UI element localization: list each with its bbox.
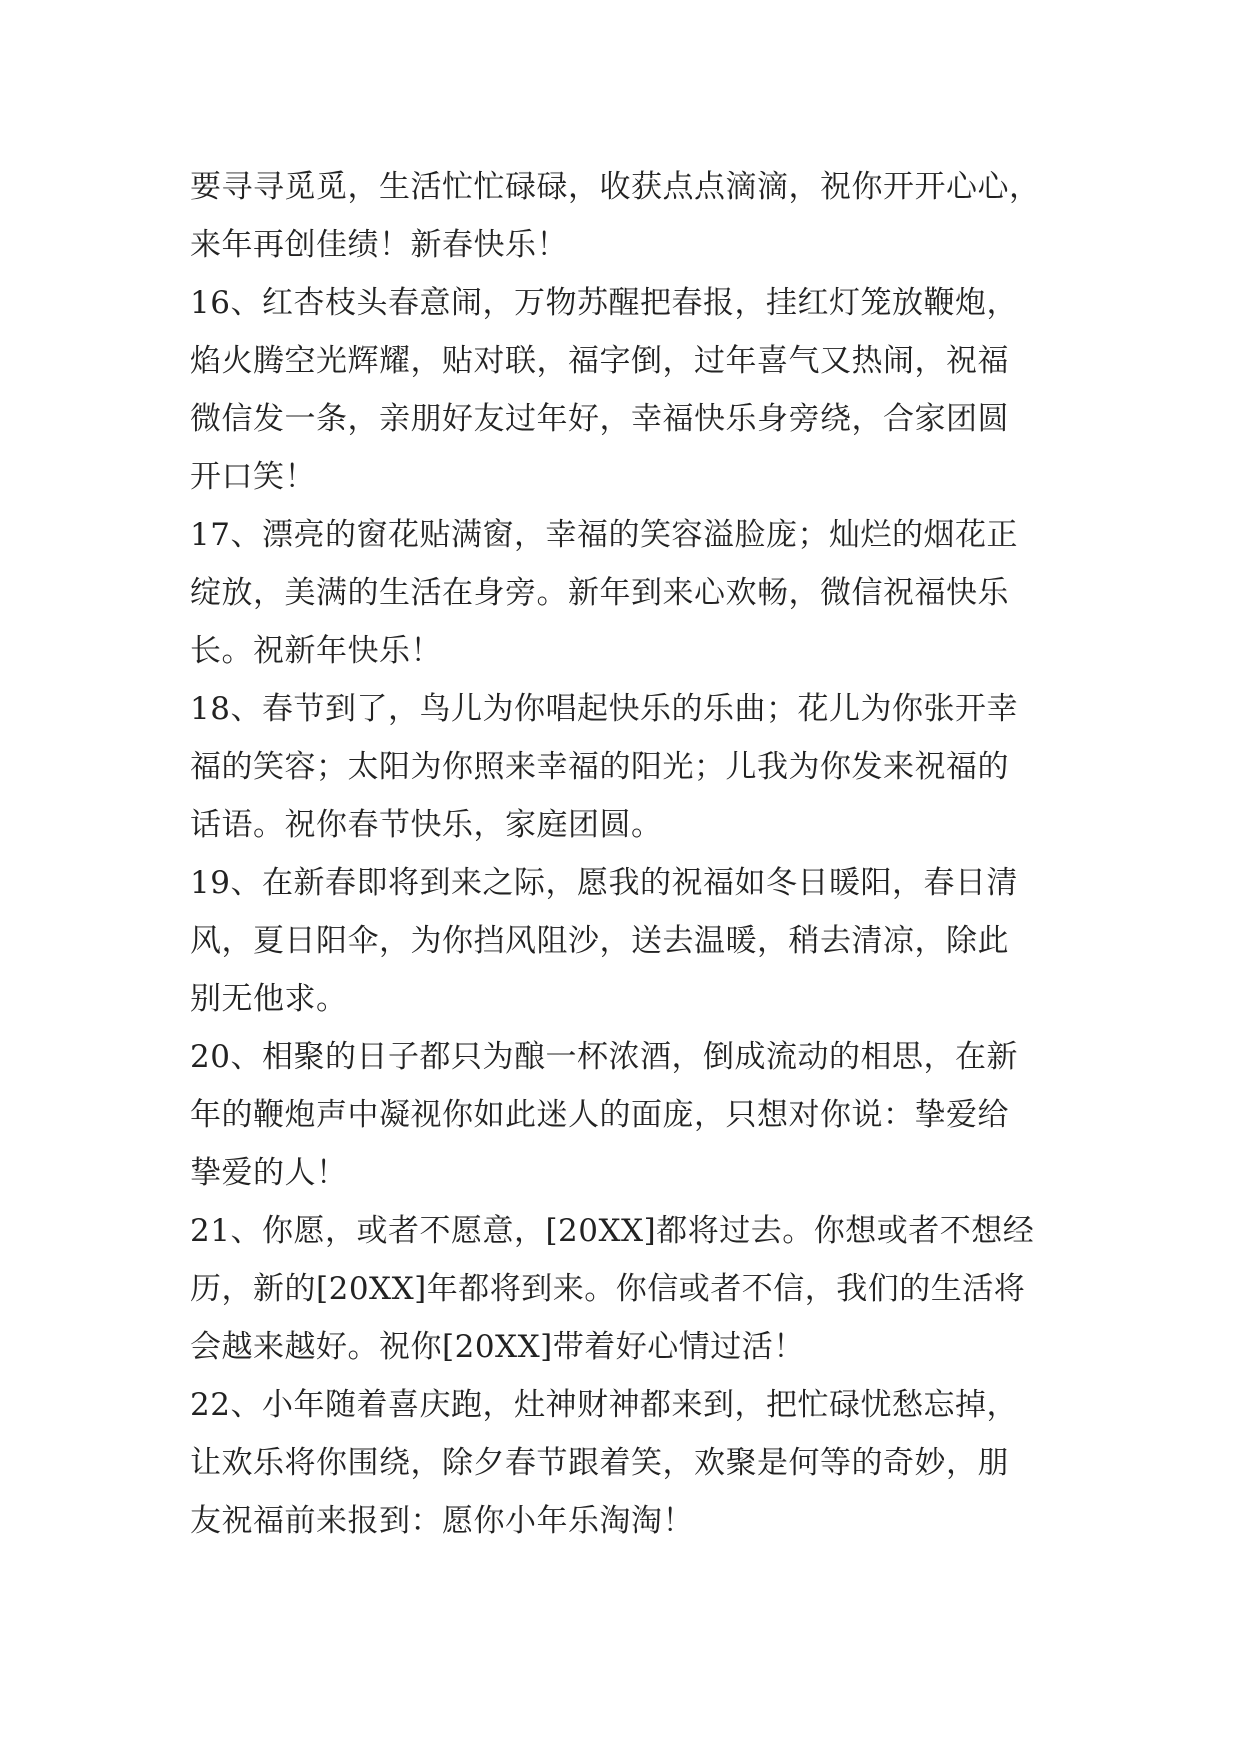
text-line: 焰火腾空光辉耀，贴对联，福字倒，过年喜气又热闹，祝福 <box>190 343 1009 379</box>
text-line: 18、春节到了，鸟儿为你唱起快乐的乐曲；花儿为你张开幸 <box>190 691 1018 727</box>
text-line: 让欢乐将你围绕，除夕春节跟着笑，欢聚是何等的奇妙，朋 <box>190 1445 1009 1481</box>
text-line: 风，夏日阳伞，为你挡风阻沙，送去温暖，稍去清凉，除此 <box>190 923 1009 959</box>
text-line: 22、小年随着喜庆跑，灶神财神都来到，把忙碌忧愁忘掉， <box>190 1387 1018 1423</box>
text-line: 19、在新春即将到来之际，愿我的祝福如冬日暖阳，春日清 <box>190 865 1018 901</box>
text-line: 要寻寻觅觅，生活忙忙碌碌，收获点点滴滴，祝你开开心心， <box>190 169 1041 205</box>
text-line: 20、相聚的日子都只为酿一杯浓酒，倒成流动的相思，在新 <box>190 1039 1018 1075</box>
text-line: 21、你愿，或者不愿意，[20XX]都将过去。你想或者不想经 <box>190 1213 1035 1249</box>
text-line: 16、红杏枝头春意闹，万物苏醒把春报，挂红灯笼放鞭炮， <box>190 285 1018 321</box>
text-line: 17、漂亮的窗花贴满窗，幸福的笑容溢脸庞；灿烂的烟花正 <box>190 517 1018 553</box>
text-line: 别无他求。 <box>190 981 348 1017</box>
text-line: 开口笑！ <box>190 459 316 495</box>
text-line: 友祝福前来报到：愿你小年乐淘淘！ <box>190 1503 694 1539</box>
text-line: 话语。祝你春节快乐，家庭团圆。 <box>190 807 663 843</box>
text-line: 挚爱的人！ <box>190 1155 348 1191</box>
text-line: 福的笑容；太阳为你照来幸福的阳光；儿我为你发来祝福的 <box>190 749 1009 785</box>
text-line: 年的鞭炮声中凝视你如此迷人的面庞，只想对你说：挚爱给 <box>190 1097 1009 1133</box>
text-line: 微信发一条，亲朋好友过年好，幸福快乐身旁绕，合家团圆 <box>190 401 1009 437</box>
text-line: 会越来越好。祝你[20XX]带着好心情过活！ <box>190 1329 805 1365</box>
text-line: 历，新的[20XX]年都将到来。你信或者不信，我们的生活将 <box>190 1271 1026 1307</box>
text-line: 来年再创佳绩！新春快乐！ <box>190 227 568 263</box>
text-line: 绽放，美满的生活在身旁。新年到来心欢畅，微信祝福快乐 <box>190 575 1009 611</box>
body-text <box>190 158 1070 1550</box>
text-line: 长。祝新年快乐！ <box>190 633 442 669</box>
